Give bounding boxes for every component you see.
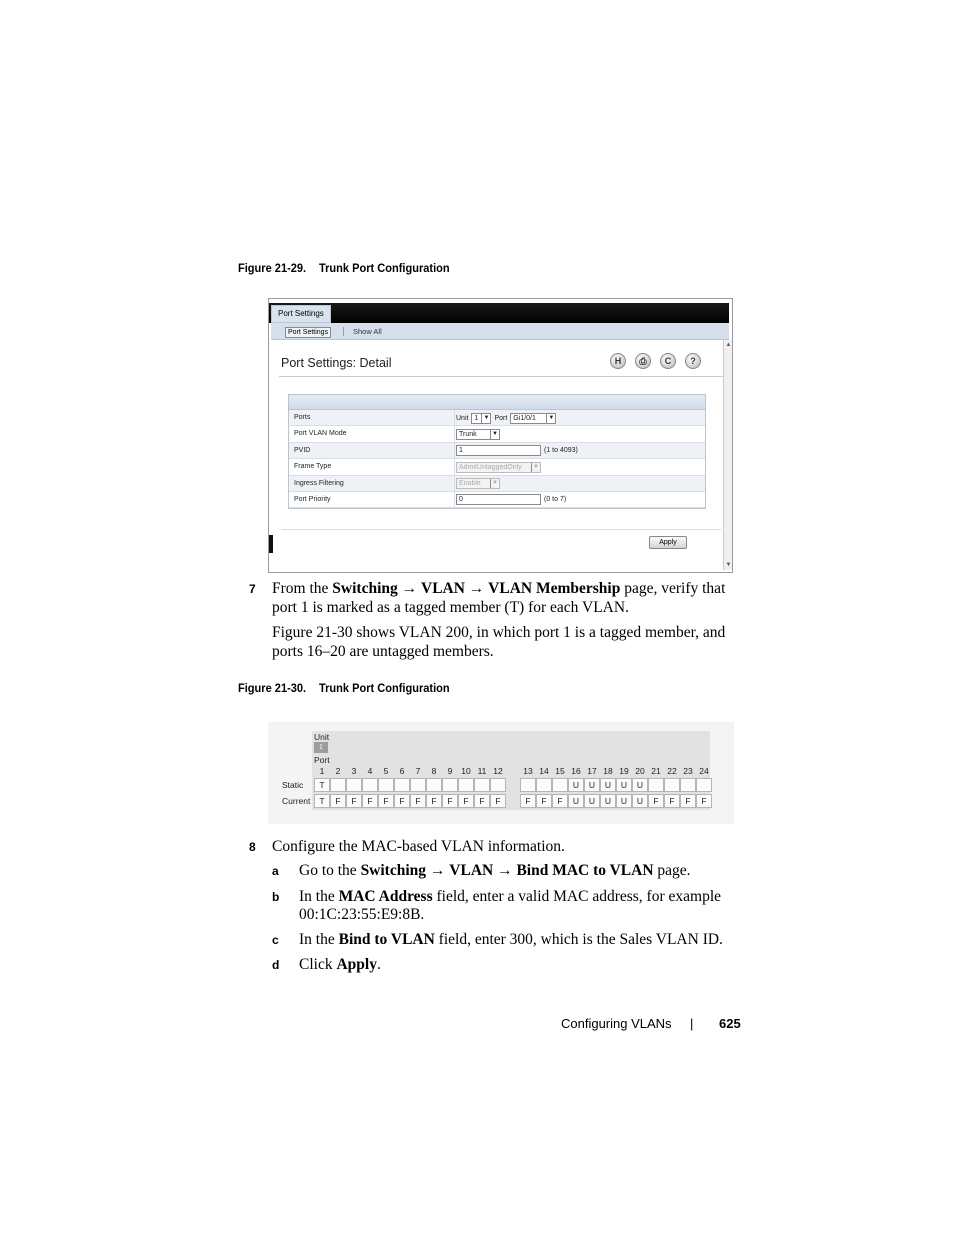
text-span: field, enter a valid MAC address, for example xyxy=(432,888,722,905)
static-cell[interactable] xyxy=(362,778,378,792)
step-7-line-1 xyxy=(272,579,725,599)
text-span: In the xyxy=(299,888,339,905)
static-cell[interactable] xyxy=(696,778,712,792)
substep-b-line-2: 00:1C:23:55:E9:8B. xyxy=(299,906,425,923)
column-divider xyxy=(454,476,455,491)
static-cell[interactable]: U xyxy=(632,778,648,792)
table-header xyxy=(289,395,705,410)
text-span: In the xyxy=(299,931,339,948)
arrow-icon: → xyxy=(429,862,446,879)
current-cell: U xyxy=(616,794,632,808)
static-cell[interactable] xyxy=(552,778,568,792)
menu-path-vlan-membership: VLAN Membership xyxy=(488,580,621,597)
step-number: 7 xyxy=(249,582,256,596)
ingress-filtering-label: Ingress Filtering xyxy=(294,479,344,487)
ports-label: Ports xyxy=(294,414,311,421)
port-number: 1 xyxy=(319,766,325,776)
unit-label: Unit xyxy=(314,732,330,742)
static-cell[interactable]: U xyxy=(584,778,600,792)
current-cell: U xyxy=(600,794,616,808)
page-number: 625 xyxy=(719,1016,741,1031)
port-number: 13 xyxy=(523,766,533,776)
static-row-label: Static xyxy=(282,780,304,790)
button-name-apply: Apply xyxy=(336,956,377,973)
sub-navigation-bar xyxy=(271,323,729,340)
current-cell: F xyxy=(552,794,568,808)
current-cell: F xyxy=(490,794,506,808)
unit-label: Unit xyxy=(456,414,469,422)
figure-title: Trunk Port Configuration xyxy=(318,261,450,275)
substep-d xyxy=(299,955,381,975)
subtab-divider xyxy=(343,327,344,336)
column-divider xyxy=(454,410,455,425)
port-number: 24 xyxy=(699,766,709,776)
figure-label: Figure 21-29. xyxy=(238,261,307,275)
current-cell: F xyxy=(680,794,696,808)
port-settings-screenshot xyxy=(268,298,733,573)
text-span: . xyxy=(376,956,381,973)
current-cell: F xyxy=(520,794,536,808)
scroll-down-icon[interactable]: ▼ xyxy=(725,562,732,568)
static-cell[interactable]: T xyxy=(314,778,330,792)
pvid-range-hint: (1 to 4093) xyxy=(544,447,578,455)
static-cell[interactable] xyxy=(648,778,664,792)
static-cell[interactable] xyxy=(442,778,458,792)
static-cell[interactable] xyxy=(410,778,426,792)
port-number: 8 xyxy=(431,766,437,776)
column-divider xyxy=(454,492,455,507)
menu-path-bind-mac: Bind MAC to VLAN xyxy=(516,862,654,879)
port-number: 19 xyxy=(619,766,629,776)
subtab-show-all[interactable]: Show All xyxy=(353,327,382,336)
static-cell[interactable] xyxy=(490,778,506,792)
scroll-up-icon[interactable]: ▲ xyxy=(725,342,732,348)
port-number: 15 xyxy=(555,766,565,776)
port-number: 17 xyxy=(587,766,597,776)
ports-value xyxy=(456,412,556,424)
port-label: Port xyxy=(494,414,508,422)
table-body xyxy=(289,410,705,508)
port-number: 21 xyxy=(651,766,661,776)
static-cell[interactable]: U xyxy=(568,778,584,792)
static-cell[interactable] xyxy=(536,778,552,792)
arrow-icon: → xyxy=(497,862,513,879)
static-cell[interactable] xyxy=(680,778,696,792)
port-number: 16 xyxy=(571,766,581,776)
frame-type-label: Frame Type xyxy=(294,463,332,471)
ingress-filtering-select-value: Enable xyxy=(459,480,481,488)
current-cell: F xyxy=(536,794,552,808)
text-span: field, enter 300, which is the Sales VLAN ID. xyxy=(434,931,723,948)
text-span: From the xyxy=(272,580,333,597)
port-number: 23 xyxy=(683,766,693,776)
column-divider xyxy=(454,426,455,441)
current-cell: F xyxy=(378,794,394,808)
menu-path-vlan: VLAN xyxy=(421,580,465,597)
menu-path-vlan: VLAN xyxy=(449,862,494,879)
table-row xyxy=(289,459,705,475)
table-row xyxy=(289,410,705,426)
subtab-port-settings[interactable]: Port Settings xyxy=(285,327,331,338)
current-cell: F xyxy=(664,794,680,808)
port-number: 12 xyxy=(493,766,503,776)
port-number: 22 xyxy=(667,766,677,776)
arrow-icon: → xyxy=(468,580,485,597)
port-priority-range-hint: (0 to 7) xyxy=(544,496,567,504)
current-cell: F xyxy=(410,794,426,808)
save-icon[interactable]: H xyxy=(610,353,626,369)
unit-select[interactable] xyxy=(471,413,491,424)
step-8-text: Configure the MAC-based VLAN information. xyxy=(272,838,565,855)
port-number: 20 xyxy=(635,766,645,776)
table-row xyxy=(289,426,705,442)
figure-label: Figure 21-30. xyxy=(238,681,307,695)
static-cell[interactable] xyxy=(664,778,680,792)
pvid-input[interactable]: 1 xyxy=(456,445,541,456)
substep-b-line-1 xyxy=(299,887,721,907)
figure-title: Trunk Port Configuration xyxy=(318,681,450,695)
current-cell: F xyxy=(346,794,362,808)
frame-type-value xyxy=(456,461,541,473)
vlan-membership-screenshot xyxy=(268,722,734,824)
step-7-line-2: port 1 is marked as a tagged member (T) for each VLAN. xyxy=(272,599,629,616)
chevron-down-icon: ▼ xyxy=(490,430,499,439)
chevron-down-icon: ▼ xyxy=(531,463,540,472)
current-cell: F xyxy=(330,794,346,808)
unit-value[interactable]: 1 xyxy=(314,742,328,753)
current-cell: U xyxy=(632,794,648,808)
title-divider xyxy=(279,376,723,377)
table-row xyxy=(289,443,705,459)
port-number: 5 xyxy=(383,766,389,776)
port-vlan-mode-value xyxy=(456,428,500,440)
port-number: 14 xyxy=(539,766,549,776)
static-cell[interactable] xyxy=(520,778,536,792)
port-priority-input[interactable]: 0 xyxy=(456,494,541,505)
footer-divider xyxy=(281,529,721,530)
current-cell: F xyxy=(458,794,474,808)
frame-type-select[interactable] xyxy=(456,462,541,473)
port-number: 10 xyxy=(461,766,471,776)
page-title: Port Settings: Detail xyxy=(281,356,392,370)
step-number: 8 xyxy=(249,840,256,854)
port-label: Port xyxy=(314,755,330,765)
current-row-label: Current xyxy=(282,796,311,806)
static-cell[interactable] xyxy=(394,778,410,792)
footer-separator: | xyxy=(690,1016,694,1031)
pvid-label: PVID xyxy=(294,446,311,454)
field-name-bind-to-vlan: Bind to VLAN xyxy=(338,931,435,948)
chevron-down-icon: ▼ xyxy=(481,414,490,423)
current-cell: F xyxy=(442,794,458,808)
vertical-scrollbar[interactable] xyxy=(723,340,732,570)
static-cell[interactable] xyxy=(378,778,394,792)
current-cell: F xyxy=(696,794,712,808)
port-priority-label: Port Priority xyxy=(294,495,331,503)
text-span: Go to the xyxy=(299,862,361,879)
current-cell: F xyxy=(362,794,378,808)
ingress-filtering-value xyxy=(456,478,500,490)
port-number: 18 xyxy=(603,766,613,776)
chevron-down-icon: ▼ xyxy=(490,479,499,488)
table-row xyxy=(289,492,705,508)
port-number: 11 xyxy=(477,766,487,776)
pvid-value xyxy=(456,445,578,457)
static-cell[interactable] xyxy=(458,778,474,792)
unit-select-value: 1 xyxy=(474,414,479,422)
static-cell[interactable] xyxy=(346,778,362,792)
current-cell: T xyxy=(314,794,330,808)
port-number: 9 xyxy=(447,766,453,776)
port-priority-value xyxy=(456,494,566,506)
substep-letter: d xyxy=(272,958,280,972)
ingress-filtering-select[interactable] xyxy=(456,478,500,489)
port-number: 2 xyxy=(335,766,341,776)
content-panel xyxy=(271,340,726,570)
text-span: page, verify that xyxy=(620,580,726,597)
current-cell: F xyxy=(426,794,442,808)
current-cell: U xyxy=(568,794,584,808)
top-navigation-bar xyxy=(269,303,729,323)
column-divider xyxy=(454,443,455,458)
substep-letter: c xyxy=(272,933,279,947)
chevron-down-icon: ▼ xyxy=(546,414,555,423)
port-vlan-mode-label: Port VLAN Mode xyxy=(294,430,347,438)
substep-a xyxy=(299,861,691,881)
settings-table xyxy=(288,394,706,509)
field-name-mac-address: MAC Address xyxy=(338,888,433,905)
help-icon[interactable]: ? xyxy=(685,353,701,369)
apply-button[interactable]: Apply xyxy=(649,536,687,549)
column-divider xyxy=(454,459,455,474)
frame-edge-marker xyxy=(269,535,273,553)
print-icon[interactable]: ⎙ xyxy=(635,353,651,369)
step-7-note-line-2: ports 16–20 are untagged members. xyxy=(272,643,494,660)
static-cell[interactable] xyxy=(474,778,490,792)
tab-port-settings[interactable]: Port Settings xyxy=(271,305,331,323)
substep-letter: b xyxy=(272,890,280,904)
current-cell: F xyxy=(394,794,410,808)
text-span: Click xyxy=(299,956,337,973)
menu-path-switching: Switching xyxy=(360,862,427,879)
static-cell[interactable] xyxy=(426,778,442,792)
port-select[interactable] xyxy=(510,413,556,424)
port-number: 4 xyxy=(367,766,373,776)
port-number: 6 xyxy=(399,766,405,776)
static-cell[interactable]: U xyxy=(600,778,616,792)
figure-caption-21-30 xyxy=(238,681,450,695)
menu-path-switching: Switching xyxy=(332,580,398,597)
port-vlan-mode-select[interactable] xyxy=(456,429,500,440)
static-cell[interactable] xyxy=(330,778,346,792)
port-vlan-mode-select-value: Trunk xyxy=(459,430,477,438)
refresh-icon[interactable]: C xyxy=(660,353,676,369)
current-cell: F xyxy=(474,794,490,808)
figure-caption-21-29 xyxy=(238,261,450,275)
substep-c xyxy=(299,930,723,950)
text-span: page. xyxy=(653,862,691,879)
step-7-note-line-1: Figure 21-30 shows VLAN 200, in which port 1 is a tagged member, and xyxy=(272,624,726,641)
footer-section-title: Configuring VLANs xyxy=(561,1016,672,1031)
port-number: 3 xyxy=(351,766,357,776)
table-row xyxy=(289,476,705,492)
frame-type-select-value: AdmitUntaggedOnly xyxy=(459,463,522,471)
static-cell[interactable]: U xyxy=(616,778,632,792)
port-number: 7 xyxy=(415,766,421,776)
substep-letter: a xyxy=(272,864,279,878)
port-select-value: Gi1/0/1 xyxy=(513,414,536,422)
arrow-icon: → xyxy=(401,580,418,597)
current-cell: U xyxy=(584,794,600,808)
current-cell: F xyxy=(648,794,664,808)
